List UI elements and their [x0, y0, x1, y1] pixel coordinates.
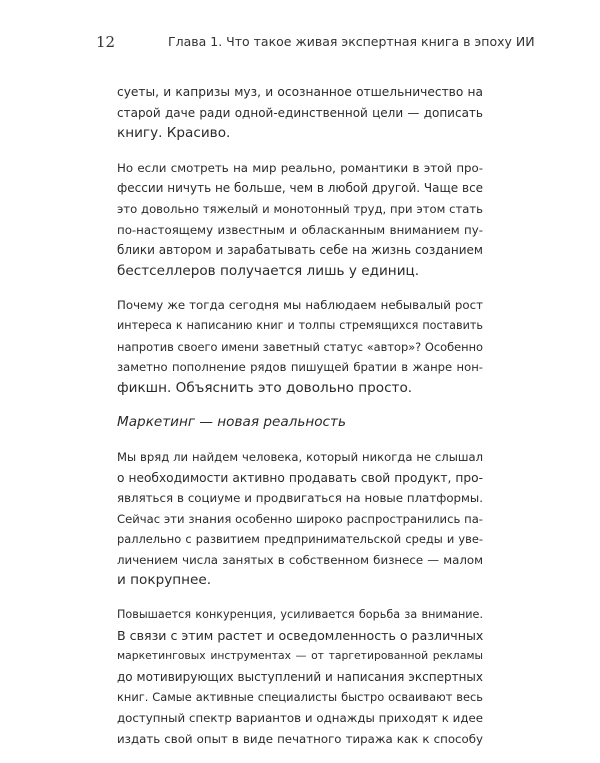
text-line: Мы вряд ли найдем человека, который никогда не слышал [117, 449, 483, 464]
text-line: Но если смотреть на мир реально, романтики в этой про- [117, 160, 483, 175]
section-subheading: Маркетинг — новая реальность [117, 414, 346, 431]
text-line: о необходимости активно продавать свой продукт, про- [117, 470, 483, 485]
paragraph [117, 447, 483, 591]
page-number: 12 [96, 33, 116, 51]
paragraph [117, 82, 483, 144]
text-line: раллельно с развитием предпринимательской среды и уве- [117, 532, 483, 547]
paragraph [117, 295, 483, 398]
text-line: заметно пополнение рядов пишущей братии в жанре нон- [117, 360, 483, 375]
text-line: Повышается конкуренция, усиливается борьба за внимание. [117, 608, 483, 622]
text-line: бестселлеров получается лишь у единиц. [117, 262, 420, 279]
body-text [117, 82, 483, 763]
text-line: доступный спектр вариантов и однажды приходят к идее [117, 711, 483, 726]
text-line: книг. Самые активные специалисты быстро осваивают весь [117, 690, 483, 705]
text-line: маркетинговых инструментах — от таргетированной рекламы [117, 649, 483, 663]
text-line: интереса к написанию книг и толпы стремящихся поставить [117, 318, 483, 332]
text-line: личением числа занятых в собственном бизнесе — малом [117, 552, 483, 567]
text-line: старой даче ради одной-единственной цели — дописать [117, 105, 483, 120]
page-header [96, 33, 535, 55]
text-line: книгу. Красиво. [117, 125, 231, 142]
text-line: это довольно тяжелый и монотонный труд, при этом стать [117, 201, 483, 216]
text-line: фессии ничуть не больше, чем в любой другой. Чаще все [117, 181, 484, 196]
text-line: напротив своего имени заветный статус «автор»? Особенно [117, 339, 483, 354]
text-line: Почему же тогда сегодня мы наблюдаем небывалый рост [117, 298, 483, 313]
text-line: Сейчас эти знания особенно широко распространились па- [117, 511, 483, 526]
text-line: по-настоящему известным и обласканным вниманием пу- [117, 222, 483, 237]
paragraph [117, 158, 483, 282]
text-line: В связи с этим растет и осведомленность о различных [117, 627, 484, 643]
text-line: фикшн. Объяснить это довольно просто. [117, 379, 413, 396]
text-line: блики автором и зарабатывать себе на жизнь созданием [117, 243, 483, 258]
text-line: до мотивирующих выступлений и написания экспертных [117, 669, 483, 684]
running-title: Глава 1. Что такое живая экспертная книга в эпоху ИИ [168, 34, 535, 49]
text-line: и покрупнее. [117, 572, 212, 589]
paragraph [117, 605, 483, 749]
text-line: издать свой опыт в виде печатного тиража как к способу [117, 731, 483, 746]
text-line: суеты, и капризы муз, и осознанное отшельничество на [117, 85, 483, 99]
text-line: являться в социуме и продвигаться на новые платформы. [117, 491, 483, 506]
